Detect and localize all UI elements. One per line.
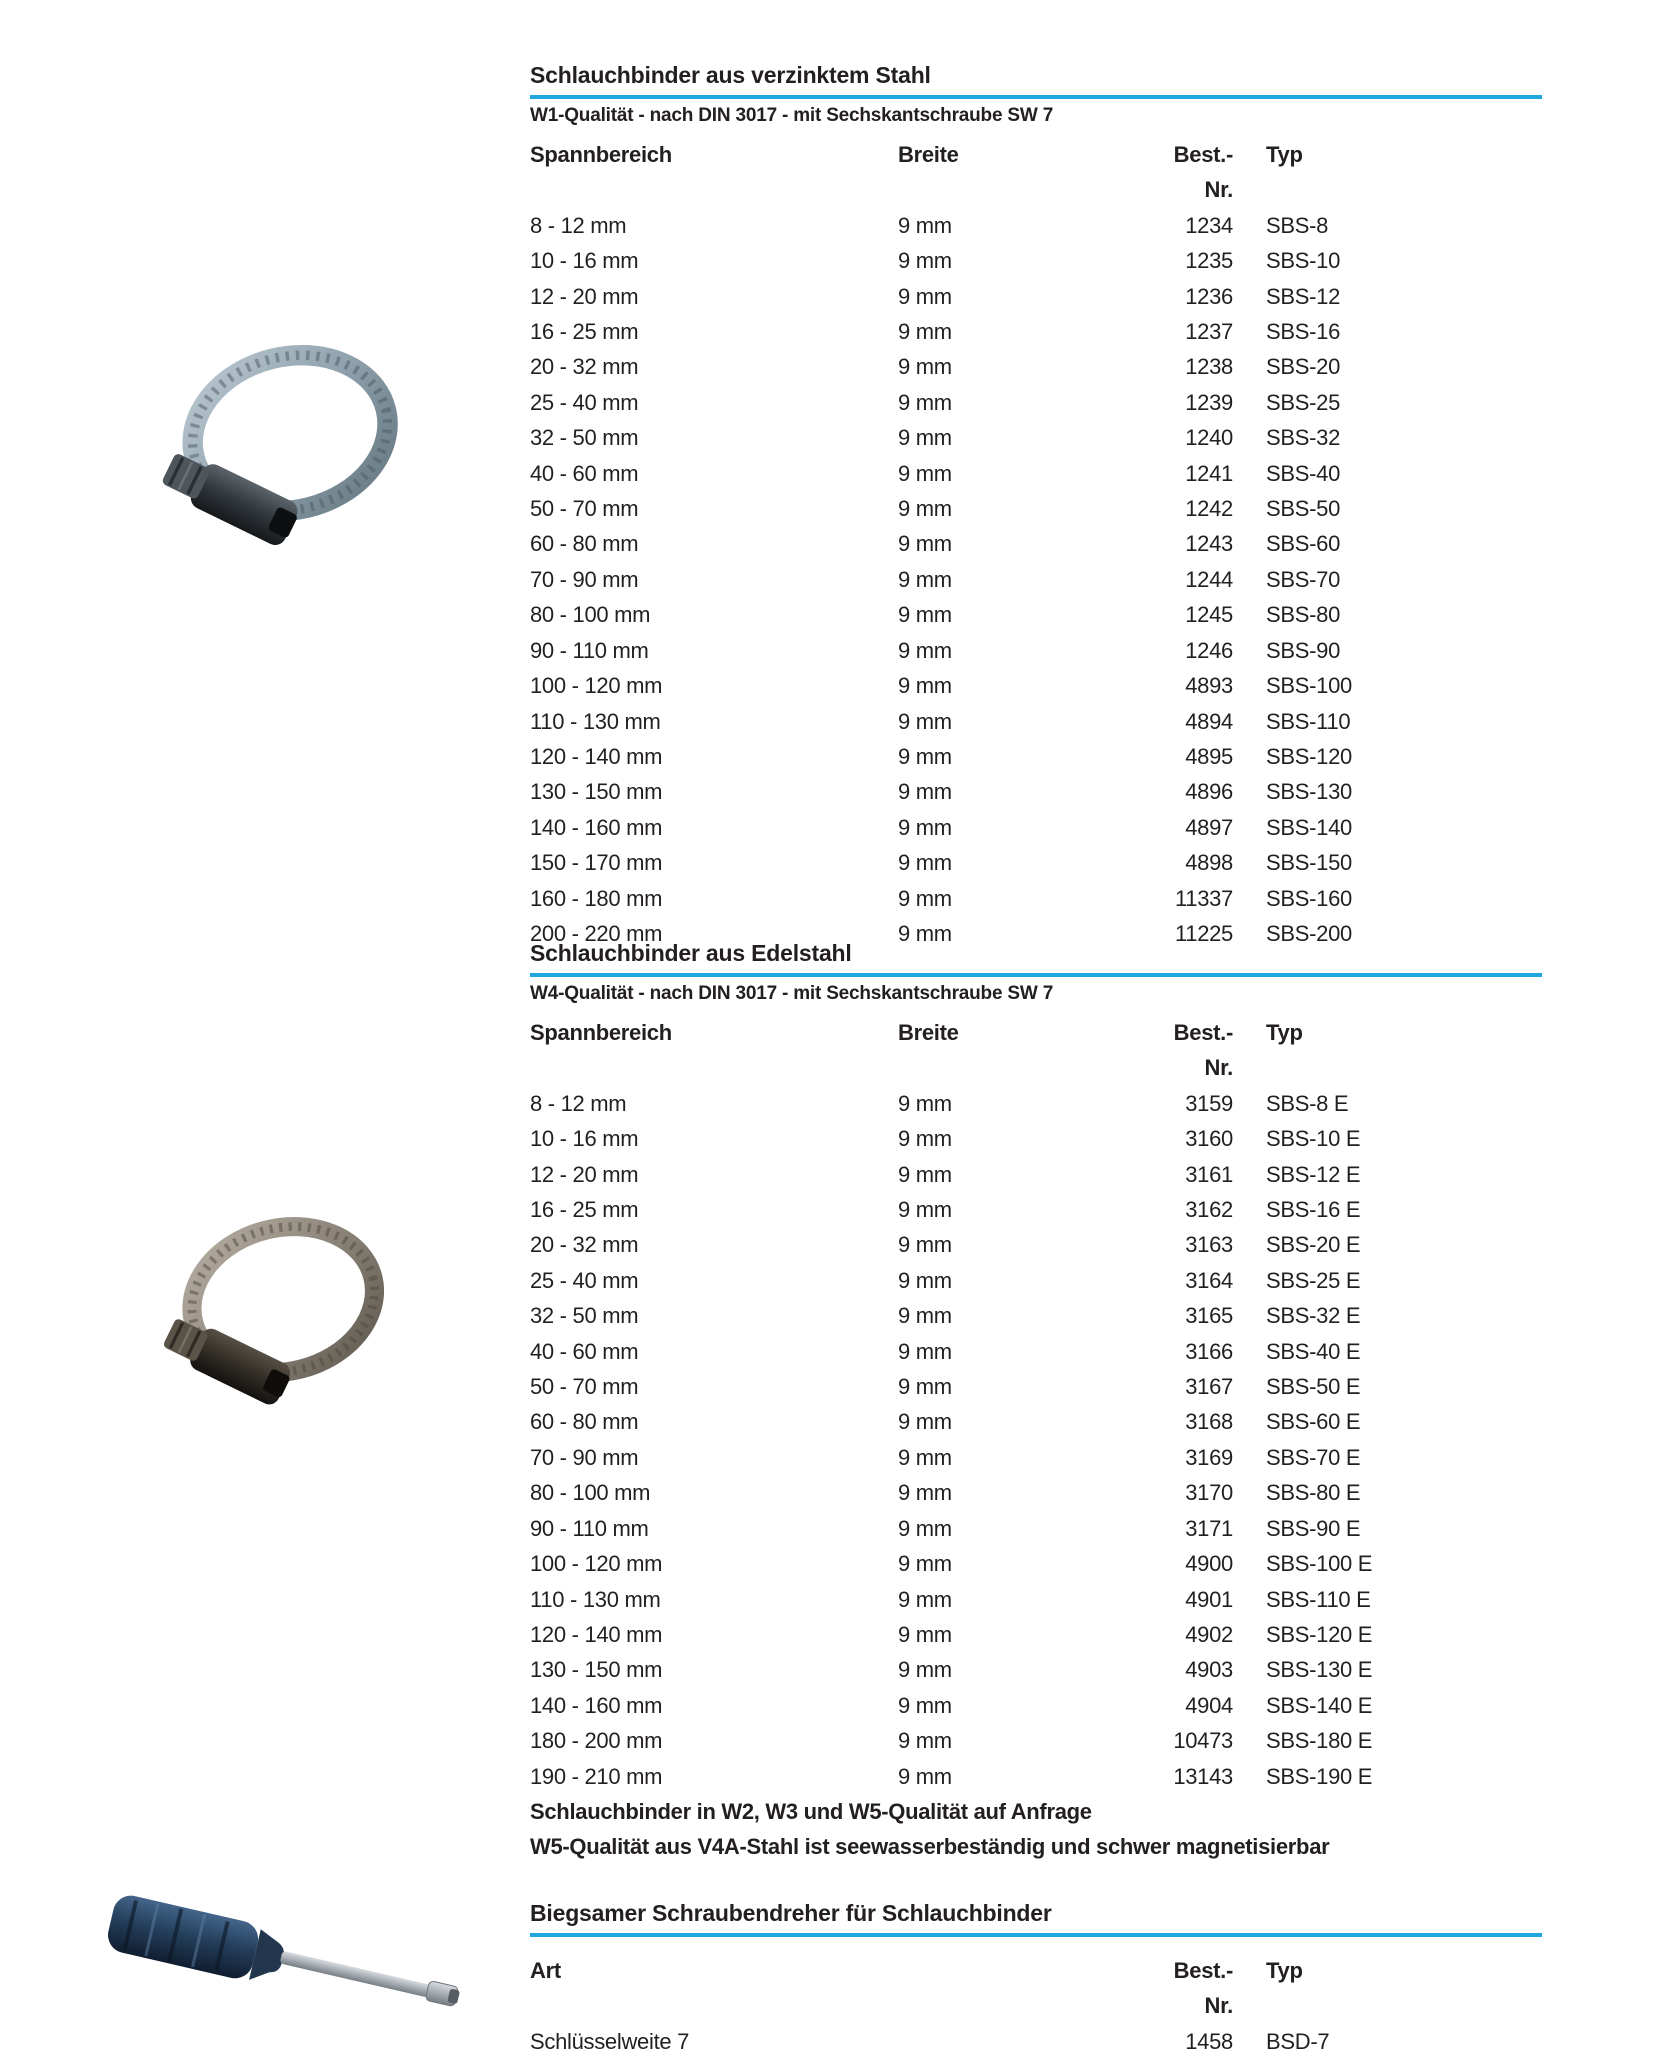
table-cell: 4903 — [1185, 1657, 1233, 1683]
table-cell: SBS-25 — [1266, 389, 1341, 415]
table-cell: 9 mm — [898, 1338, 952, 1364]
table-cell: 110 - 130 mm — [530, 1586, 661, 1612]
table-cell: SBS-32 E — [1266, 1303, 1361, 1329]
table-cell: 32 - 50 mm — [530, 1303, 639, 1329]
table-cell: SBS-50 E — [1266, 1374, 1361, 1400]
section-title: Biegsamer Schraubendreher für Schlauchbinder — [530, 1900, 1052, 1926]
table-cell: 3160 — [1185, 1126, 1233, 1152]
table-cell: 9 mm — [898, 920, 952, 946]
table-cell: 3168 — [1185, 1409, 1233, 1435]
section-stainless-clamps — [530, 940, 1542, 1865]
table-cell: 4896 — [1185, 779, 1233, 805]
table-row — [530, 1192, 1542, 1227]
table-cell: 3170 — [1185, 1480, 1233, 1506]
table-cell: SBS-190 E — [1266, 1763, 1373, 1789]
table-cell: 9 mm — [898, 708, 952, 734]
table-cell: 120 - 140 mm — [530, 743, 663, 769]
column-header-typ: Typ — [1266, 1020, 1303, 1045]
accent-rule — [530, 973, 1542, 977]
table-cell: 9 mm — [898, 673, 952, 699]
table-cell: 1234 — [1185, 212, 1233, 238]
table-cell: 1246 — [1185, 637, 1233, 663]
table-cell: 20 - 32 mm — [530, 1232, 639, 1258]
table-cell: 25 - 40 mm — [530, 389, 639, 415]
table-row — [530, 668, 1542, 703]
table-cell: 9 mm — [898, 1763, 952, 1789]
note-line: W5-Qualität aus V4A-Stahl ist seewasserbeständig und schwer magnetisierbar — [530, 1834, 1330, 1860]
table-row — [530, 314, 1542, 349]
table-cell: 70 - 90 mm — [530, 566, 639, 592]
table-row — [530, 774, 1542, 809]
table-cell: 1241 — [1185, 460, 1233, 486]
table-cell: SBS-110 E — [1266, 1586, 1371, 1612]
section-subtitle: W1-Qualität - nach DIN 3017 - mit Sechskantschraube SW 7 — [530, 105, 1054, 126]
table-cell: 9 mm — [898, 1232, 952, 1258]
accent-rule — [530, 1933, 1542, 1937]
table-cell: 1243 — [1185, 531, 1233, 557]
table-cell: SBS-10 — [1266, 248, 1341, 274]
table-cell: 40 - 60 mm — [530, 1338, 639, 1364]
table-cell: 1242 — [1185, 496, 1233, 522]
table-cell: SBS-40 — [1266, 460, 1341, 486]
table-cell: SBS-180 E — [1266, 1728, 1373, 1754]
table-row — [530, 1404, 1542, 1439]
table-row — [530, 562, 1542, 597]
table-cell: 140 - 160 mm — [530, 1692, 663, 1718]
screwdriver-illustration — [102, 1888, 474, 2020]
table-cell: SBS-120 E — [1266, 1621, 1373, 1647]
table-body — [530, 2024, 1542, 2059]
table-body — [530, 208, 1542, 952]
table-cell: 8 - 12 mm — [530, 212, 627, 238]
table-row — [530, 385, 1542, 420]
table-cell: BSD-7 — [1266, 2028, 1330, 2054]
table-cell: SBS-90 E — [1266, 1515, 1361, 1541]
table-cell: SBS-70 — [1266, 566, 1341, 592]
column-header-bestnr: Best.-Nr. — [1173, 1958, 1233, 2019]
table-cell: 9 mm — [898, 1090, 952, 1116]
table-cell: 9 mm — [898, 1586, 952, 1612]
table-cell: 1240 — [1185, 425, 1233, 451]
table-row — [530, 1759, 1542, 1794]
table-cell: 3164 — [1185, 1267, 1233, 1293]
table-cell: 3167 — [1185, 1374, 1233, 1400]
table-cell: SBS-20 — [1266, 354, 1341, 380]
table-row — [530, 279, 1542, 314]
table-cell: SBS-10 E — [1266, 1126, 1361, 1152]
table-cell: SBS-12 E — [1266, 1161, 1361, 1187]
table-cell: 9 mm — [898, 1480, 952, 1506]
table-row — [530, 1227, 1542, 1262]
table-cell: 9 mm — [898, 1551, 952, 1577]
table-cell: SBS-100 E — [1266, 1551, 1373, 1577]
table-cell: 4894 — [1185, 708, 1233, 734]
table-cell: 3163 — [1185, 1232, 1233, 1258]
table-cell: 40 - 60 mm — [530, 460, 639, 486]
table-cell: 9 mm — [898, 743, 952, 769]
table-cell: 3165 — [1185, 1303, 1233, 1329]
table-cell: 120 - 140 mm — [530, 1621, 663, 1647]
note-line: Schlauchbinder in W2, W3 und W5-Qualität auf Anfrage — [530, 1798, 1092, 1824]
table-cell: 9 mm — [898, 1444, 952, 1470]
table-cell: 32 - 50 mm — [530, 425, 639, 451]
table-row — [530, 1582, 1542, 1617]
table-cell: 16 - 25 mm — [530, 319, 639, 345]
table-cell: 3169 — [1185, 1444, 1233, 1470]
table-cell: 90 - 110 mm — [530, 1515, 649, 1541]
section-notes — [530, 1794, 1542, 1865]
column-header-bestnr: Best.-Nr. — [1173, 142, 1233, 203]
table-cell: SBS-140 — [1266, 814, 1352, 840]
column-header-breite: Breite — [898, 1020, 959, 1045]
table-cell: 80 - 100 mm — [530, 602, 651, 628]
table-row — [530, 1652, 1542, 1687]
table-cell: SBS-20 E — [1266, 1232, 1361, 1258]
table-cell: 9 mm — [898, 354, 952, 380]
table-cell: 4898 — [1185, 850, 1233, 876]
table-cell: 9 mm — [898, 566, 952, 592]
table-row — [530, 526, 1542, 561]
table-row — [530, 456, 1542, 491]
section-title: Schlauchbinder aus Edelstahl — [530, 940, 852, 966]
table-row — [530, 810, 1542, 845]
table-cell: 9 mm — [898, 1657, 952, 1683]
table-cell: 10 - 16 mm — [530, 248, 639, 274]
table-cell: 9 mm — [898, 531, 952, 557]
table-cell: 110 - 130 mm — [530, 708, 661, 734]
table-cell: 9 mm — [898, 850, 952, 876]
table-cell: 9 mm — [898, 1161, 952, 1187]
table-cell: 16 - 25 mm — [530, 1197, 639, 1223]
table-cell: 4895 — [1185, 743, 1233, 769]
table-cell: 9 mm — [898, 460, 952, 486]
table-row — [530, 349, 1542, 384]
table-cell: 90 - 110 mm — [530, 637, 649, 663]
table-cell: SBS-70 E — [1266, 1444, 1361, 1470]
table-cell: 9 mm — [898, 248, 952, 274]
accent-rule — [530, 95, 1542, 99]
section-title: Schlauchbinder aus verzinktem Stahl — [530, 62, 931, 88]
table-cell: 130 - 150 mm — [530, 779, 663, 805]
table-row — [530, 208, 1542, 243]
table-cell: 1245 — [1185, 602, 1233, 628]
table-row — [530, 1546, 1542, 1581]
table-cell: 9 mm — [898, 602, 952, 628]
table-cell: 4900 — [1185, 1551, 1233, 1577]
table-cell: 9 mm — [898, 1374, 952, 1400]
section-galvanized-clamps — [530, 62, 1542, 951]
table-cell: 9 mm — [898, 389, 952, 415]
table-cell: 1235 — [1185, 248, 1233, 274]
table-cell: 10 - 16 mm — [530, 1126, 639, 1152]
table-cell: SBS-16 E — [1266, 1197, 1361, 1223]
section-screwdriver — [530, 1900, 1542, 2059]
table-cell: 4893 — [1185, 673, 1233, 699]
table-row — [530, 1334, 1542, 1369]
column-header-breite: Breite — [898, 142, 959, 167]
table-cell: Schlüsselweite 7 — [530, 2028, 690, 2054]
table-cell: 20 - 32 mm — [530, 354, 639, 380]
table-cell: 100 - 120 mm — [530, 673, 663, 699]
table-cell: SBS-110 — [1266, 708, 1351, 734]
table-cell: 1458 — [1185, 2028, 1233, 2054]
table-cell: SBS-8 — [1266, 212, 1329, 238]
table-cell: SBS-32 — [1266, 425, 1341, 451]
table-cell: 9 mm — [898, 1621, 952, 1647]
table-row — [530, 704, 1542, 739]
table-row — [530, 1688, 1542, 1723]
table-cell: 12 - 20 mm — [530, 283, 639, 309]
table-cell: 9 mm — [898, 319, 952, 345]
table-row — [530, 1440, 1542, 1475]
table-cell: 1239 — [1185, 389, 1233, 415]
hose-clamp-galvanized-photo — [148, 330, 420, 551]
section-subtitle: W4-Qualität - nach DIN 3017 - mit Sechskantschraube SW 7 — [530, 983, 1054, 1004]
table-cell: 3171 — [1185, 1515, 1233, 1541]
table-cell: SBS-160 — [1266, 885, 1352, 911]
table-cell: 100 - 120 mm — [530, 1551, 663, 1577]
table-row — [530, 845, 1542, 880]
table-cell: 3161 — [1185, 1161, 1233, 1187]
table-row — [530, 739, 1542, 774]
table-row — [530, 420, 1542, 455]
table-cell: SBS-90 — [1266, 637, 1341, 663]
table-row — [530, 1263, 1542, 1298]
table-cell: SBS-8 E — [1266, 1090, 1349, 1116]
table-row — [530, 491, 1542, 526]
table-cell: 11225 — [1174, 920, 1233, 946]
table-cell: 160 - 180 mm — [530, 885, 663, 911]
table-cell: SBS-130 — [1266, 779, 1352, 805]
table-cell: 13143 — [1173, 1763, 1233, 1789]
table-cell: SBS-130 E — [1266, 1657, 1373, 1683]
table-header — [530, 1015, 1542, 1086]
table-cell: 80 - 100 mm — [530, 1480, 651, 1506]
table-cell: 50 - 70 mm — [530, 1374, 639, 1400]
table-cell: SBS-25 E — [1266, 1267, 1361, 1293]
table-cell: SBS-12 — [1266, 283, 1341, 309]
table-cell: 4904 — [1185, 1692, 1233, 1718]
table-cell: 60 - 80 mm — [530, 531, 639, 557]
table-cell: 8 - 12 mm — [530, 1090, 627, 1116]
table-cell: 60 - 80 mm — [530, 1409, 639, 1435]
column-header-spannbereich: Spannbereich — [530, 1020, 672, 1045]
table-cell: 10473 — [1173, 1728, 1233, 1754]
table-row — [530, 1617, 1542, 1652]
table-cell: 9 mm — [898, 1409, 952, 1435]
table-row — [530, 633, 1542, 668]
table-row — [530, 1121, 1542, 1156]
table-cell: 1244 — [1185, 566, 1233, 592]
table-cell: 1237 — [1185, 319, 1233, 345]
table-cell: SBS-60 — [1266, 531, 1341, 557]
table-cell: 130 - 150 mm — [530, 1657, 663, 1683]
table-row — [530, 1511, 1542, 1546]
table-cell: SBS-120 — [1266, 743, 1352, 769]
table-cell: 1236 — [1185, 283, 1233, 309]
table-cell: SBS-80 E — [1266, 1480, 1361, 1506]
table-cell: 3159 — [1185, 1090, 1233, 1116]
table-row — [530, 881, 1542, 916]
table-cell: 9 mm — [898, 496, 952, 522]
table-cell: 9 mm — [898, 1728, 952, 1754]
table-cell: 12 - 20 mm — [530, 1161, 639, 1187]
table-cell: 180 - 200 mm — [530, 1728, 663, 1754]
table-cell: 9 mm — [898, 779, 952, 805]
table-cell: 190 - 210 mm — [530, 1763, 663, 1789]
column-header-bestnr: Best.-Nr. — [1173, 1020, 1233, 1081]
table-cell: 9 mm — [898, 425, 952, 451]
table-cell: SBS-16 — [1266, 319, 1341, 345]
table-header — [530, 137, 1542, 208]
table-cell: 9 mm — [898, 814, 952, 840]
table-cell: 140 - 160 mm — [530, 814, 663, 840]
table-row — [530, 2024, 1542, 2059]
table-cell: 9 mm — [898, 1126, 952, 1152]
table-row — [530, 597, 1542, 632]
table-cell: 9 mm — [898, 1267, 952, 1293]
table-cell: 150 - 170 mm — [530, 850, 663, 876]
table-cell: SBS-200 — [1266, 920, 1352, 946]
column-header-spannbereich: Spannbereich — [530, 142, 672, 167]
table-cell: SBS-150 — [1266, 850, 1352, 876]
hose-clamp-stainless-photo — [150, 1203, 405, 1410]
table-row — [530, 1086, 1542, 1121]
table-cell: 9 mm — [898, 212, 952, 238]
hose-clamp-illustration — [148, 330, 420, 551]
table-cell: 70 - 90 mm — [530, 1444, 639, 1470]
table-cell: 4901 — [1185, 1586, 1233, 1612]
table-cell: 9 mm — [898, 1197, 952, 1223]
table-cell: 9 mm — [898, 637, 952, 663]
table-row — [530, 1157, 1542, 1192]
table-cell: 9 mm — [898, 1515, 952, 1541]
table-row — [530, 1298, 1542, 1333]
table-cell: SBS-80 — [1266, 602, 1341, 628]
column-header-typ: Typ — [1266, 142, 1303, 167]
table-cell: 25 - 40 mm — [530, 1267, 639, 1293]
table-row — [530, 1369, 1542, 1404]
table-row — [530, 1723, 1542, 1758]
table-cell: 3162 — [1185, 1197, 1233, 1223]
table-cell: 4897 — [1185, 814, 1233, 840]
table-body — [530, 1086, 1542, 1794]
table-cell: 11337 — [1174, 885, 1233, 911]
table-cell: SBS-140 E — [1266, 1692, 1373, 1718]
table-cell: SBS-40 E — [1266, 1338, 1361, 1364]
table-cell: SBS-50 — [1266, 496, 1341, 522]
table-cell: SBS-60 E — [1266, 1409, 1361, 1435]
table-header — [530, 1953, 1542, 2024]
table-cell: 9 mm — [898, 1692, 952, 1718]
flexible-screwdriver-photo — [102, 1888, 474, 2020]
table-cell: 9 mm — [898, 1303, 952, 1329]
table-cell: 200 - 220 mm — [530, 920, 663, 946]
table-cell: 3166 — [1185, 1338, 1233, 1364]
column-header-art: Art — [530, 1958, 561, 1983]
table-cell: 9 mm — [898, 283, 952, 309]
table-cell: 1238 — [1185, 354, 1233, 380]
hose-clamp-illustration — [150, 1203, 405, 1410]
table-cell: 50 - 70 mm — [530, 496, 639, 522]
column-header-typ: Typ — [1266, 1958, 1303, 1983]
table-cell: 4902 — [1185, 1621, 1233, 1647]
table-cell: 9 mm — [898, 885, 952, 911]
table-row — [530, 243, 1542, 278]
table-row — [530, 1475, 1542, 1510]
table-cell: SBS-100 — [1266, 673, 1352, 699]
